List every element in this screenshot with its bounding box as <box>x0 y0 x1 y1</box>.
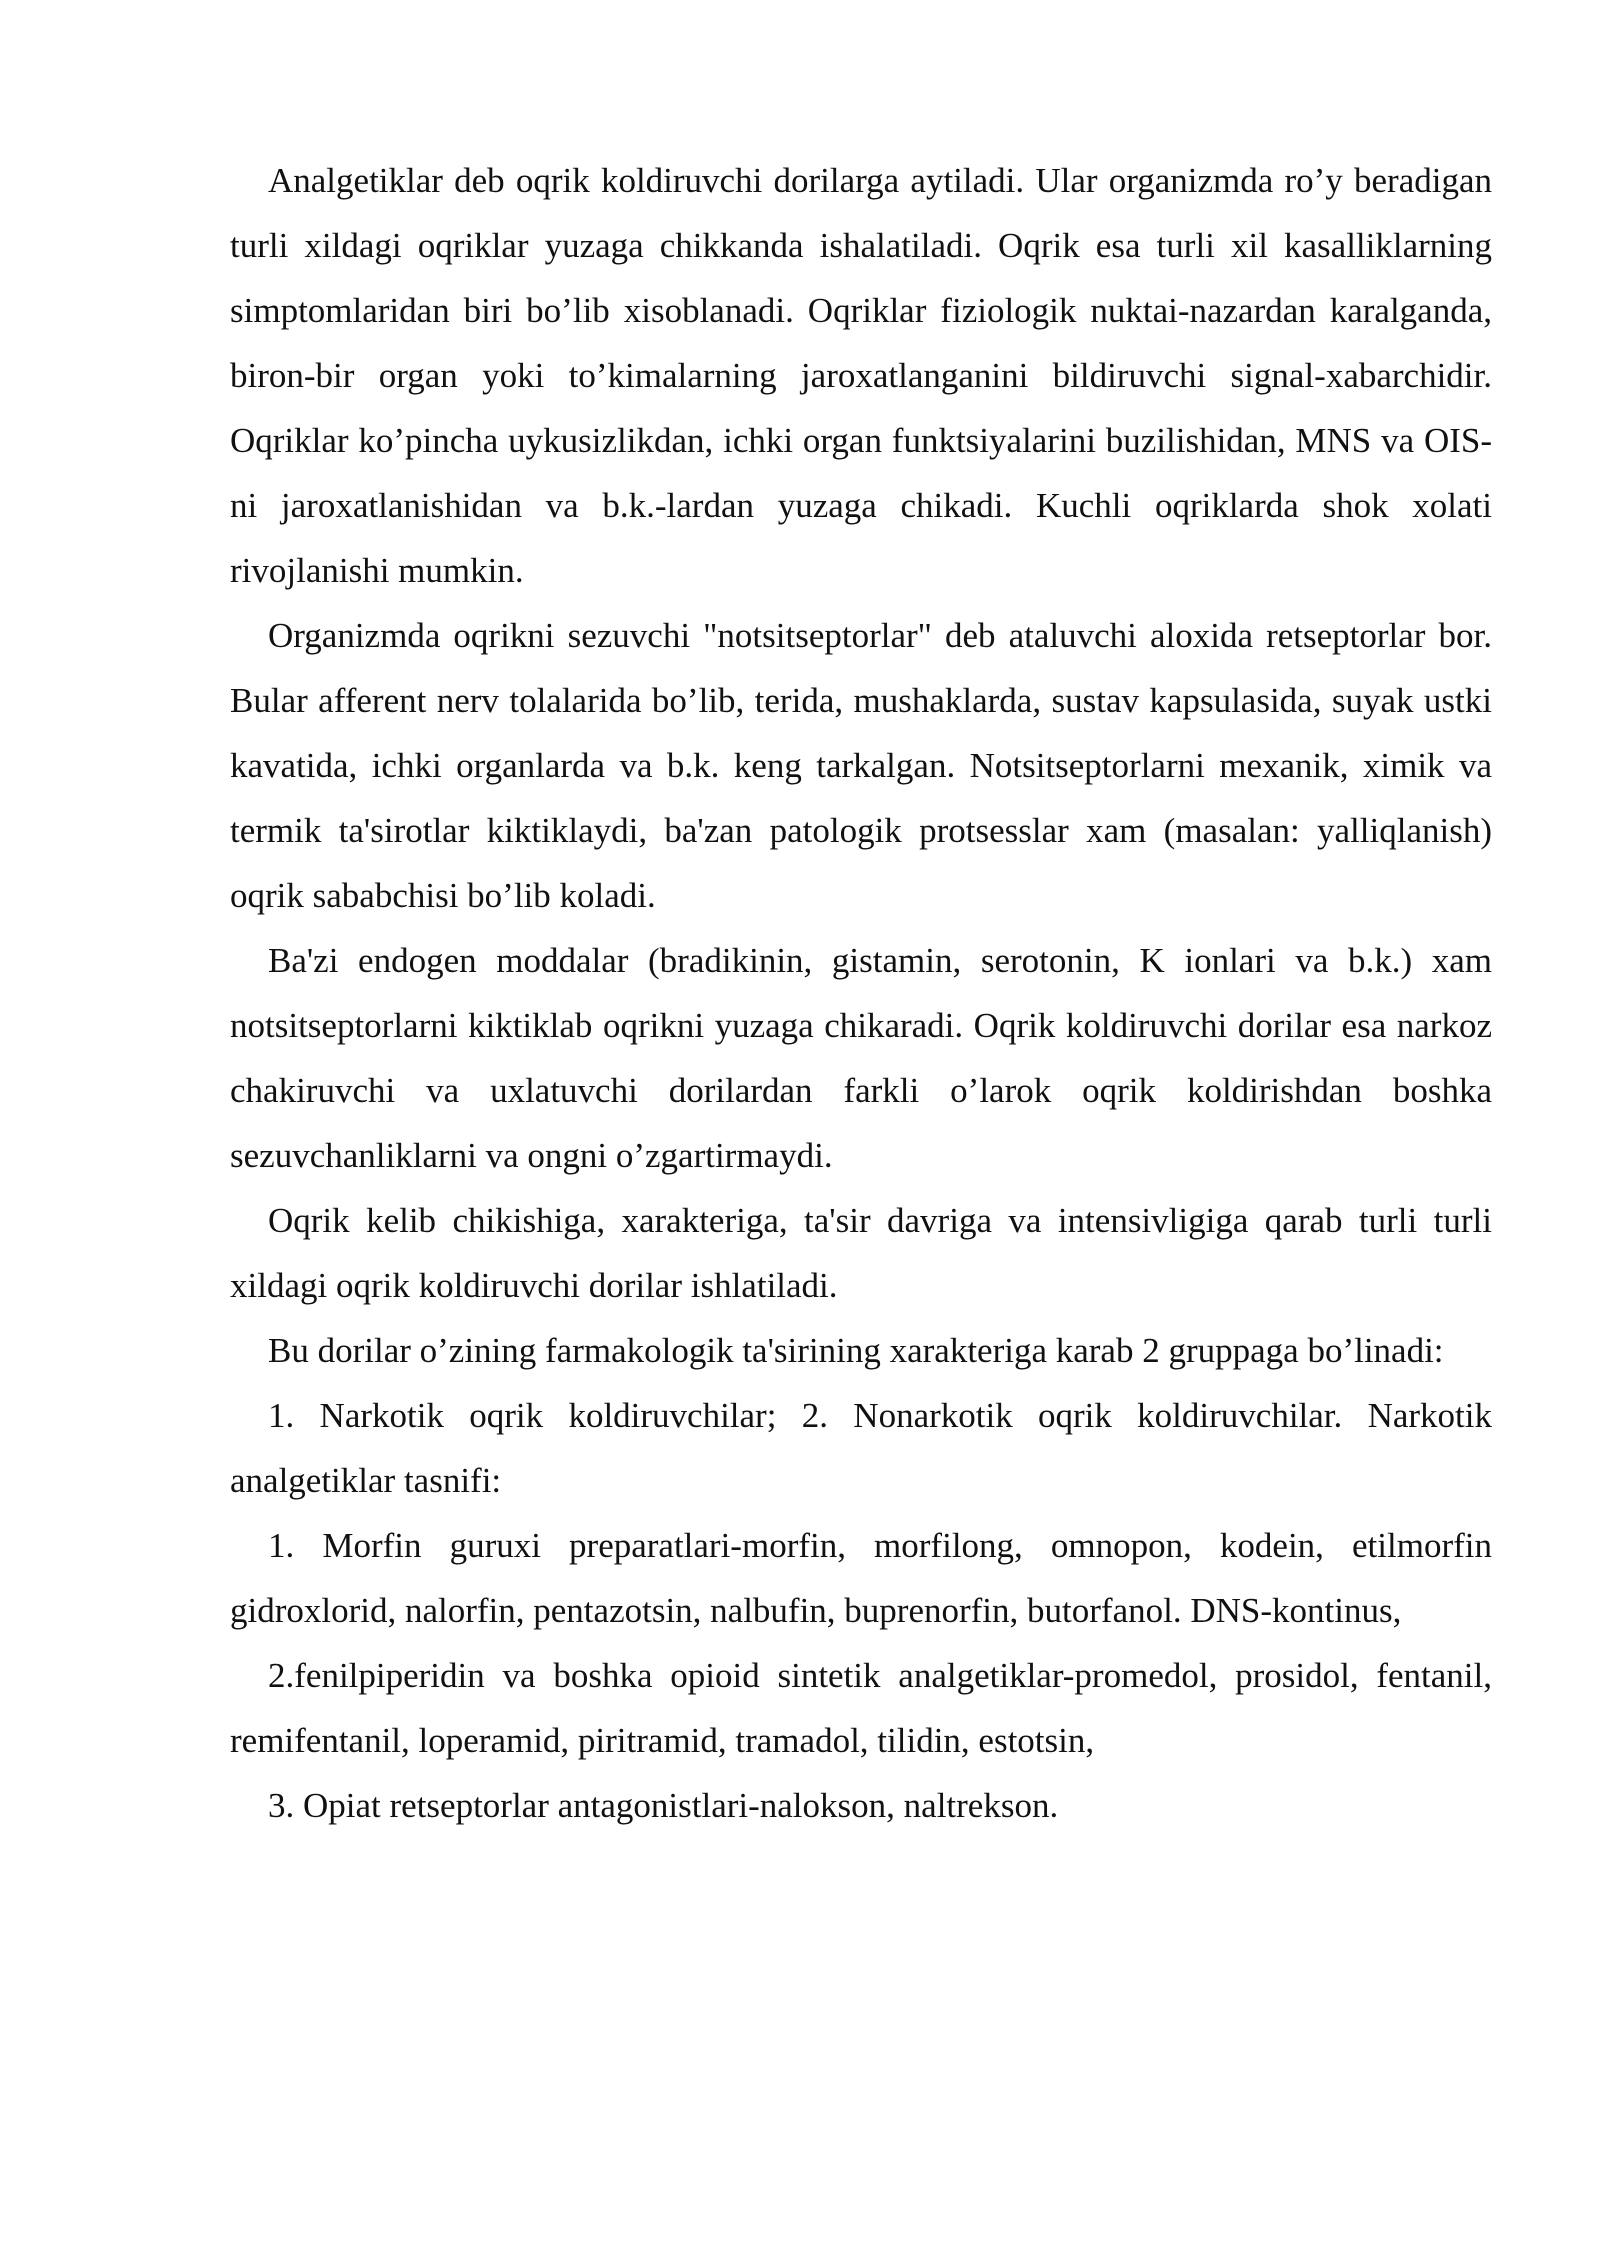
paragraph-classification: 1. Narkotik oqrik koldiruvchilar; 2. Nonarkotik oqrik koldiruvchilar. Narkotik analgetiklar tasnifi: <box>230 1396 1492 1500</box>
paragraph-nociceptors: Organizmda oqrikni sezuvchi "notsitseptorlar" deb ataluvchi aloxida retseptorlar bor. Bular afferent nerv tolalarida bo’lib, terida, mushaklarda, sustav kapsulasida, suyak ustki kavatida, ichki organlarda va b.k. keng tarkalgan. Notsitseptorlarni mexanik, ximik va termik ta'sirotlar kiktiklaydi, ba'zan patologik protsesslar xam (masalan: yalliqlanish) oqrik sababchisi bo’lib koladi. <box>230 616 1492 915</box>
list-item-opiate-antagonists: 3. Opiat retseptorlar antagonistlari-nalokson, naltrekson. <box>268 1786 1059 1825</box>
list-item-morphine-group: 1. Morfin guruxi preparatlari-morfin, morfilong, omnopon, kodein, etilmorfin gidroxlorid, nalorfin, pentazotsin, nalbufin, buprenorfin, butorfanol. DNS-kontinus, <box>230 1526 1492 1630</box>
paragraph-analgesics-definition: Analgetiklar deb oqrik koldiruvchi dorilarga aytiladi. Ular organizmda ro’y beradigan turli xildagi oqriklar yuzaga chikkanda ishalatiladi. Oqrik esa turli xil kasalliklarning simptomlaridan biri bo’lib xisoblanadi. Oqriklar fiziologik nuktai-nazardan karalganda, biron-bir organ yoki to’kimalarning jaroxatlanganini bildiruvchi signal-xabarchidir. Oqriklar ko’pincha uykusizlikdan, ichki organ funktsiyalarini buzilishidan, MNS va OIS-ni jaroxatlanishidan va b.k.-lardan yuzaga chikadi. Kuchli oqriklarda shok xolati rivojlanishi mumkin. <box>230 161 1492 590</box>
list-item-phenylpiperidine-group: 2.fenilpiperidin va boshka opioid sintetik analgetiklar-promedol, prosidol, fentanil, remifentanil, loperamid, piritramid, tramadol, tilidin, estotsin, <box>230 1656 1492 1760</box>
paragraph-endogenous-substances: Ba'zi endogen moddalar (bradikinin, gistamin, serotonin, K ionlari va b.k.) xam notsitseptorlarni kiktiklab oqrikni yuzaga chikaradi. Oqrik koldiruvchi dorilar esa narkoz chakiruvchi va uxlatuvchi dorilardan farkli o’larok oqrik koldirishdan boshka sezuvchanliklarni va ongni o’zgartirmaydi. <box>230 941 1492 1175</box>
document-page <box>230 148 1492 1838</box>
paragraph-pain-types: Oqrik kelib chikishiga, xarakteriga, ta'sir davriga va intensivligiga qarab turli turli xildagi oqrik koldiruvchi dorilar ishlatiladi. <box>230 1201 1492 1305</box>
paragraph-groups: Bu dorilar o’zining farmakologik ta'sirining xarakteriga karab 2 gruppaga bo’linadi: <box>268 1331 1444 1370</box>
